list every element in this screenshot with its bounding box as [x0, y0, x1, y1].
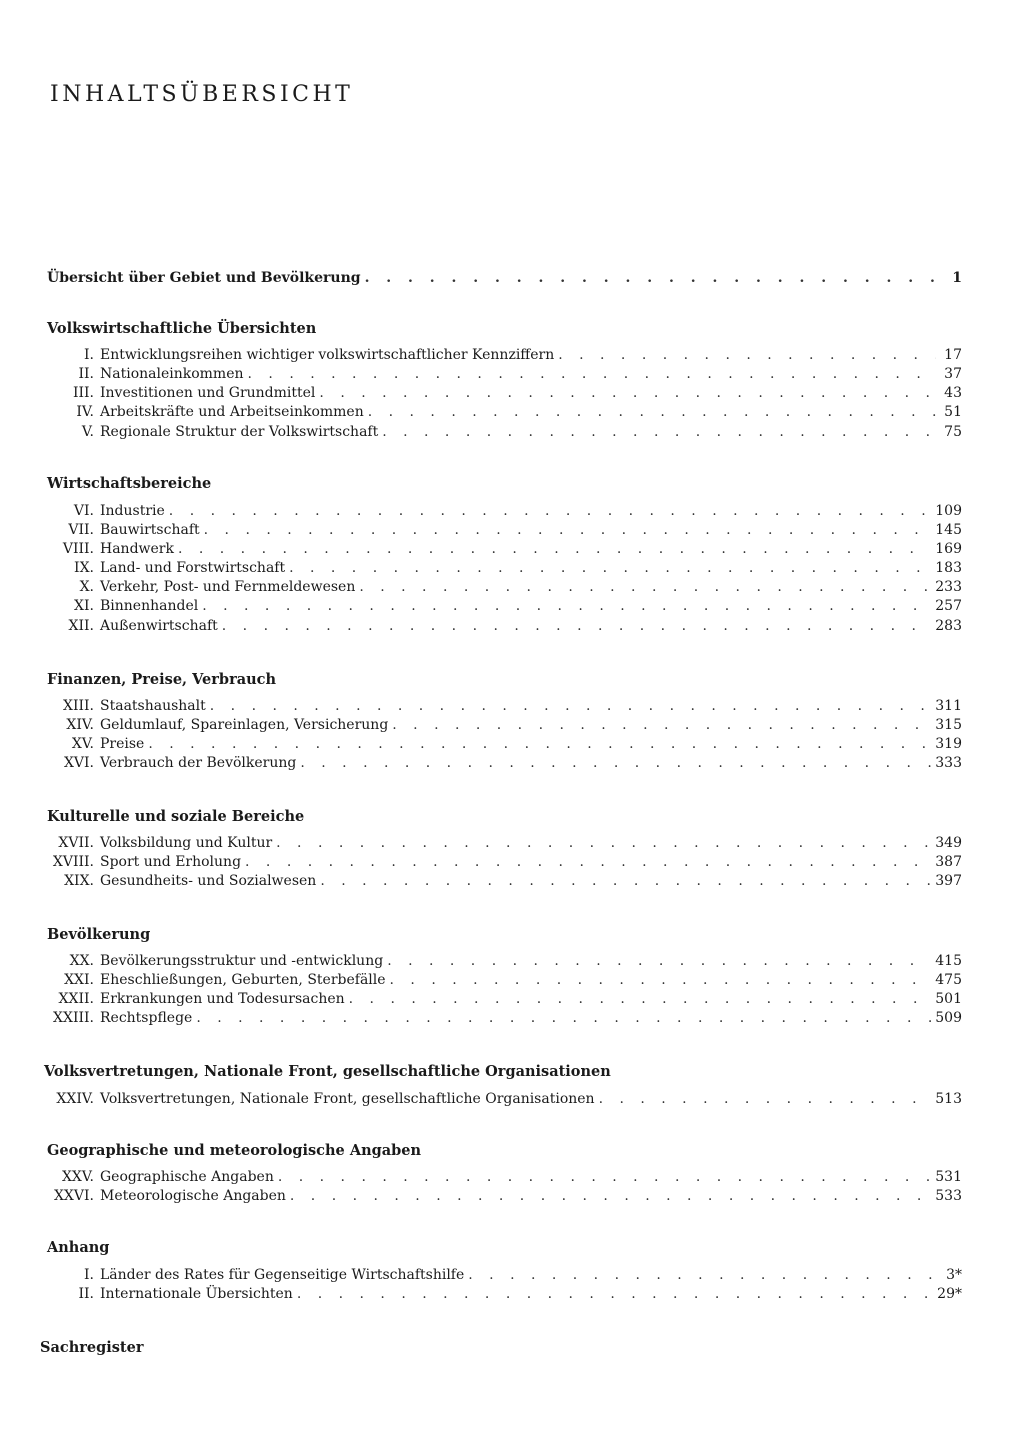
- toc-entry-overview: [47, 270, 962, 289]
- toc-entry-number: II.: [78, 366, 94, 382]
- toc-entry-label: Entwicklungsreihen wichtiger volkswirtschaftlicher Kennziffern: [100, 347, 555, 363]
- toc-entry-page: 319: [935, 736, 962, 752]
- toc-entry: [30, 717, 962, 736]
- toc-entry: [30, 424, 962, 443]
- toc-entry-label: Binnenhandel: [100, 598, 199, 614]
- dot-leader: [248, 366, 936, 382]
- section-heading: Geographische und meteorologische Angaben: [47, 1142, 422, 1159]
- toc-entry-page: 333: [935, 755, 962, 771]
- toc-entry: [30, 1010, 962, 1029]
- dot-leader: [278, 1169, 931, 1185]
- toc-entry-label: Verkehr, Post- und Fernmeldewesen: [100, 579, 356, 595]
- toc-entry-number: XI.: [74, 598, 94, 614]
- toc-entry-label: Internationale Übersichten: [100, 1286, 293, 1302]
- toc-entry-label: Eheschließungen, Geburten, Sterbefälle: [100, 972, 386, 988]
- dot-leader: [210, 698, 932, 714]
- toc-entry-label: Staatshaushalt: [100, 698, 206, 714]
- toc-entry-page: 501: [935, 991, 962, 1007]
- toc-entry-page: 349: [935, 835, 962, 851]
- toc-entry: [30, 541, 962, 560]
- toc-entry-number: XII.: [68, 618, 94, 634]
- dot-leader: [196, 1010, 931, 1026]
- toc-entry-number: III.: [72, 385, 94, 401]
- toc-entry: [30, 618, 962, 637]
- toc-entry-page: 509: [935, 1010, 962, 1026]
- toc-entry-label: Bauwirtschaft: [100, 522, 200, 538]
- toc-entry: [30, 404, 962, 423]
- section-heading: Kulturelle und soziale Bereiche: [47, 808, 305, 825]
- dot-leader: [468, 1267, 936, 1283]
- toc-entry-label: Sport und Erholung: [100, 854, 242, 870]
- toc-entry-label: Verbrauch der Bevölkerung: [100, 755, 297, 771]
- toc-entry-number: X.: [79, 579, 94, 595]
- toc-entry-page: 233: [935, 579, 962, 595]
- toc-entry-page: 109: [935, 503, 962, 519]
- toc-entry-label: Industrie: [100, 503, 165, 519]
- toc-entry-label: Preise: [100, 736, 145, 752]
- dot-leader: [297, 1286, 933, 1302]
- dot-leader: [319, 385, 936, 401]
- toc-entry-number: IX.: [74, 560, 94, 576]
- toc-entry-page: 397: [935, 873, 962, 889]
- dot-leader: [365, 270, 936, 286]
- toc-entry-page: 387: [935, 854, 962, 870]
- toc-entry-number: I.: [84, 1267, 94, 1283]
- toc-entry-page: 37: [944, 366, 962, 382]
- dot-leader: [390, 972, 932, 988]
- toc-entry: [30, 1091, 962, 1110]
- toc-entry-label: Gesundheits- und Sozialwesen: [100, 873, 317, 889]
- toc-entry-label: Bevölkerungsstruktur und -entwicklung: [100, 953, 384, 969]
- dot-leader: [300, 755, 931, 771]
- toc-entry-number: XIX.: [64, 873, 94, 889]
- toc-entry-page: 75: [944, 424, 962, 440]
- toc-entry-page: 315: [935, 717, 962, 733]
- toc-entry-label: Außenwirtschaft: [100, 618, 218, 634]
- toc-entry-number: V.: [81, 424, 94, 440]
- toc-entry-page: 17: [944, 347, 962, 363]
- dot-leader: [359, 579, 931, 595]
- dot-leader: [382, 424, 936, 440]
- toc-entry-label: Geographische Angaben: [100, 1169, 274, 1185]
- toc-entry: [30, 1286, 962, 1305]
- toc-entry: [30, 755, 962, 774]
- section-heading: Bevölkerung: [47, 926, 151, 943]
- toc-entry-label: Handwerk: [100, 541, 174, 557]
- section-heading: Volksvertretungen, Nationale Front, gesellschaftliche Organisationen: [44, 1063, 611, 1080]
- toc-entry-label: Meteorologische Angaben: [100, 1188, 286, 1204]
- toc-entry: [30, 1169, 962, 1188]
- toc-entry-number: VI.: [73, 503, 94, 519]
- toc-entry: [30, 1188, 962, 1207]
- toc-entry-page: 513: [935, 1091, 962, 1107]
- dot-leader: [276, 835, 931, 851]
- toc-entry-page: 533: [935, 1188, 962, 1204]
- toc-entry: [30, 503, 962, 522]
- dot-leader: [289, 560, 931, 576]
- toc-entry-page: 43: [944, 385, 962, 401]
- toc-entry: [30, 953, 962, 972]
- toc-entry: [30, 560, 962, 579]
- toc-entry-page: 169: [935, 541, 962, 557]
- toc-entry-label: Land- und Forstwirtschaft: [100, 560, 286, 576]
- toc-entry-number: I.: [84, 347, 94, 363]
- toc-entry: [30, 854, 962, 873]
- toc-entry-label: Investitionen und Grundmittel: [100, 385, 316, 401]
- toc-entry-number: VIII.: [62, 541, 94, 557]
- toc-entry-number: XXIII.: [53, 1010, 94, 1026]
- toc-entry-label: Erkrankungen und Todesursachen: [100, 991, 345, 1007]
- dot-leader: [290, 1188, 931, 1204]
- toc-entry-number: XIII.: [62, 698, 94, 714]
- section-heading: Finanzen, Preise, Verbrauch: [47, 671, 277, 688]
- dot-leader: [558, 347, 936, 363]
- toc-entry-page: 311: [935, 698, 962, 714]
- toc-entry-page: 183: [935, 560, 962, 576]
- toc-entry-number: XXV.: [61, 1169, 94, 1185]
- dot-leader: [204, 522, 932, 538]
- toc-entry: [30, 736, 962, 755]
- toc-entry: [30, 1267, 962, 1286]
- dot-leader: [222, 618, 932, 634]
- toc-entry-number: XVI.: [63, 755, 94, 771]
- dot-leader: [320, 873, 931, 889]
- toc-entry-page: 257: [935, 598, 962, 614]
- toc-entry-number: XIV.: [66, 717, 94, 733]
- toc-entry-number: XV.: [71, 736, 94, 752]
- dot-leader: [148, 736, 931, 752]
- toc-entry-page: 1: [952, 270, 962, 286]
- toc-entry-label: Arbeitskräfte und Arbeitseinkommen: [100, 404, 364, 420]
- toc-entry: [30, 835, 962, 854]
- toc-entry-number: XX.: [69, 953, 94, 969]
- toc-entry: [30, 598, 962, 617]
- dot-leader: [392, 717, 931, 733]
- toc-entry-page: 3*: [946, 1267, 962, 1283]
- dot-leader: [169, 503, 931, 519]
- toc-entry-number: VII.: [68, 522, 94, 538]
- toc-entry: [30, 579, 962, 598]
- toc-entry-label: Volksvertretungen, Nationale Front, gesellschaftliche Organisationen: [100, 1091, 595, 1107]
- dot-leader: [599, 1091, 932, 1107]
- toc-entry: [30, 873, 962, 892]
- toc-entry: [30, 698, 962, 717]
- toc-entry-label: Übersicht über Gebiet und Bevölkerung: [47, 270, 361, 286]
- toc-entry-number: XXIV.: [56, 1091, 94, 1107]
- section-heading: Volkswirtschaftliche Übersichten: [47, 320, 317, 337]
- subject-index-heading: Sachregister: [40, 1339, 144, 1356]
- toc-entry-page: 415: [935, 953, 962, 969]
- dot-leader: [349, 991, 932, 1007]
- toc-entry-number: XVII.: [58, 835, 94, 851]
- page-title: INHALTSÜBERSICHT: [50, 82, 354, 107]
- dot-leader: [202, 598, 931, 614]
- toc-entry-number: XXI.: [64, 972, 94, 988]
- toc-entry: [30, 385, 962, 404]
- toc-entry-number: XVIII.: [52, 854, 94, 870]
- toc-entry-number: II.: [78, 1286, 94, 1302]
- toc-entry-page: 51: [944, 404, 962, 420]
- toc-entry-page: 475: [935, 972, 962, 988]
- toc-entry: [30, 522, 962, 541]
- toc-entry-label: Rechtspflege: [100, 1010, 193, 1026]
- toc-entry: [30, 972, 962, 991]
- toc-entry-label: Nationaleinkommen: [100, 366, 244, 382]
- toc-entry-label: Länder des Rates für Gegenseitige Wirtschaftshilfe: [100, 1267, 465, 1283]
- section-heading: Wirtschaftsbereiche: [47, 475, 212, 492]
- toc-entry: [30, 347, 962, 366]
- toc-entry-label: Geldumlauf, Spareinlagen, Versicherung: [100, 717, 389, 733]
- toc-entry: [30, 991, 962, 1010]
- dot-leader: [368, 404, 936, 420]
- toc-entry-page: 531: [935, 1169, 962, 1185]
- dot-leader: [178, 541, 931, 557]
- dot-leader: [245, 854, 931, 870]
- toc-entry-page: 283: [935, 618, 962, 634]
- toc-entry-label: Regionale Struktur der Volkswirtschaft: [100, 424, 379, 440]
- toc-entry-number: XXVI.: [53, 1188, 94, 1204]
- toc-entry-number: XXII.: [58, 991, 94, 1007]
- toc-entry-page: 29*: [937, 1286, 962, 1302]
- toc-entry: [30, 366, 962, 385]
- dot-leader: [387, 953, 931, 969]
- toc-entry-number: IV.: [76, 404, 94, 420]
- section-heading: Anhang: [47, 1239, 110, 1256]
- toc-entry-page: 145: [935, 522, 962, 538]
- toc-entry-label: Volksbildung und Kultur: [100, 835, 273, 851]
